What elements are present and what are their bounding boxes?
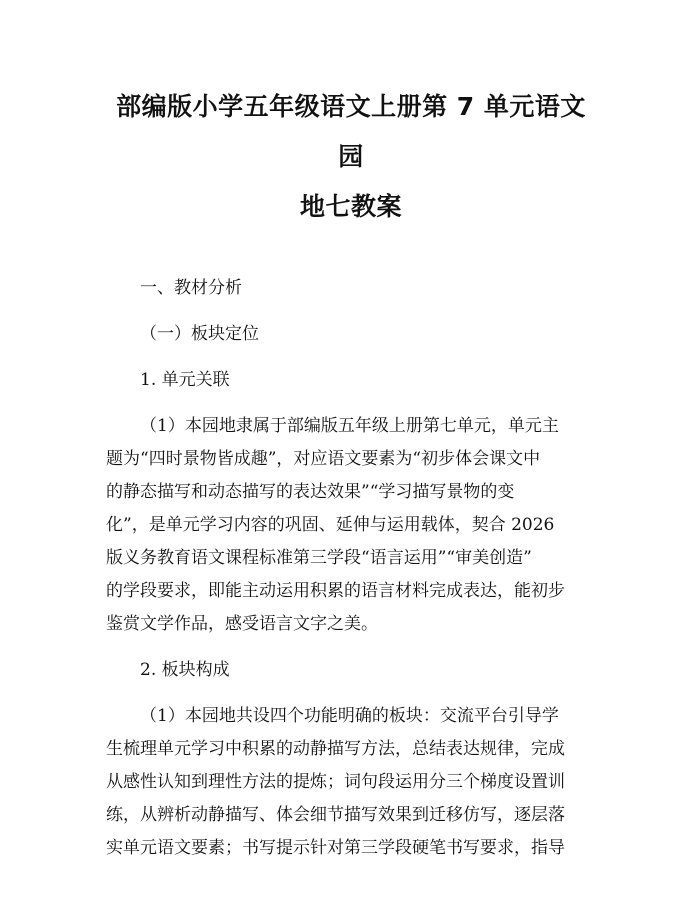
paragraph-line: 化”，是单元学习内容的巩固、延伸与运用载体，契合 2026 xyxy=(106,515,555,535)
document-title xyxy=(106,0,596,232)
paragraph-line: 版义务教育语文课程标准第三学段“语言运用”“审美创造” xyxy=(106,548,532,568)
paragraph-line: 鉴赏文学作品，感受语言文字之美。 xyxy=(106,614,378,634)
paragraph-unit-relation xyxy=(106,410,596,641)
item-heading-unit-relation: 1. 单元关联 xyxy=(140,370,230,390)
section-heading-1: 一、教材分析 xyxy=(140,278,242,298)
paragraph-line: 的学段要求，即能主动运用积累的语言材料完成表达，能初步 xyxy=(106,581,565,601)
subsection-heading-1-1: （一）板块定位 xyxy=(140,324,259,344)
paragraph-line: 练，从辨析动静描写、体会细节描写效果到迁移仿写，逐层落 xyxy=(106,805,565,825)
item-heading-module-structure: 2. 板块构成 xyxy=(140,660,230,680)
paragraph-line: （1）本园地共设四个功能明确的板块：交流平台引导学 xyxy=(140,706,559,726)
paragraph-line: 题为“四时景物皆成趣”，对应语文要素为“初步体会课文中 xyxy=(106,449,541,469)
paragraph-line: （1）本园地隶属于部编版五年级上册第七单元，单元主 xyxy=(140,416,559,436)
paragraph-line: 生梳理单元学习中积累的动静描写方法，总结表达规律，完成 xyxy=(106,739,565,759)
paragraph-line: 从感性认知到理性方法的提炼；词句段运用分三个梯度设置训 xyxy=(106,772,565,792)
document-body xyxy=(106,272,596,865)
paragraph-line: 的静态描写和动态描写的表达效果”“学习描写景物的变 xyxy=(106,482,515,502)
title-line-2: 地七教案 xyxy=(299,192,402,221)
title-line-1: 部编版小学五年级语文上册第 7 单元语文园 xyxy=(116,92,586,171)
paragraph-module-structure xyxy=(106,700,596,865)
paragraph-line: 实单元语文要素；书写提示针对第三学段硬笔书写要求，指导 xyxy=(106,838,565,858)
